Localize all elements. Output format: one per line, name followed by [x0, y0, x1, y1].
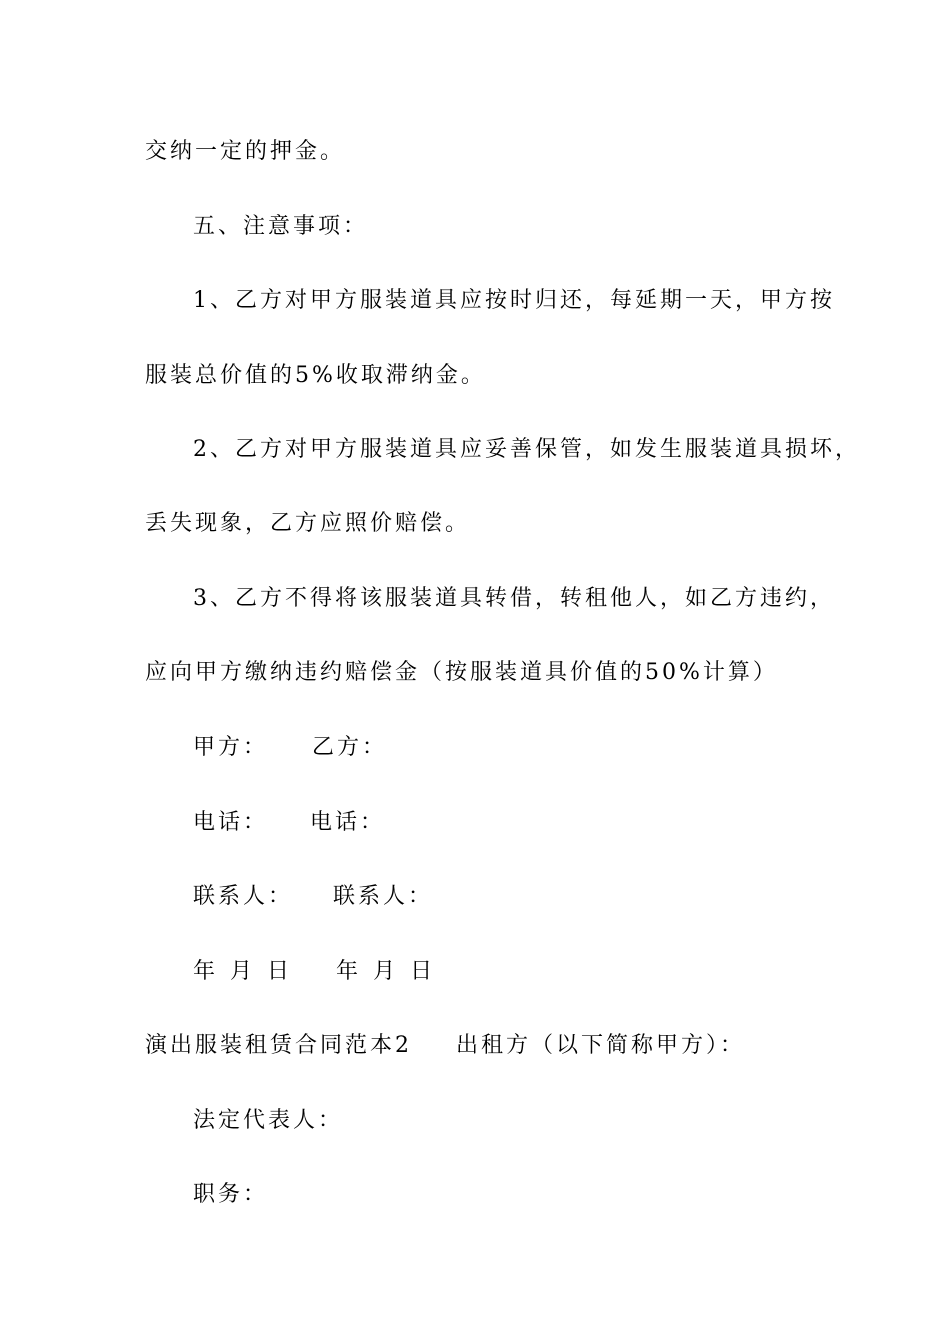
sample-2-heading-row [145, 1031, 745, 1061]
phone-a-label: 电话： [193, 810, 269, 835]
party-a-label: 甲方： [193, 735, 269, 760]
position-label: 职务： [193, 1182, 269, 1207]
paragraph-deposit-end: 交纳一定的押金。 [145, 139, 346, 164]
date-a-day: 日 [267, 959, 293, 984]
clause-3-line-1: 3、乙方不得将该服装道具转借，转租他人，如乙方违约， [193, 586, 835, 611]
signature-contact-row [193, 882, 433, 912]
date-b-month: 月 [373, 959, 399, 984]
clause-2-line-2: 丢失现象，乙方应照价赔偿。 [145, 511, 471, 536]
sample-2-title: 演出服装租赁合同范本2 [145, 1033, 412, 1058]
clause-1-line-1: 1、乙方对甲方服装道具应按时归还，每延期一天，甲方按 [193, 288, 835, 313]
date-b-day: 日 [410, 959, 436, 984]
lessor-label: 出租方（以下简称甲方）： [456, 1033, 746, 1058]
signature-phone-row [193, 808, 385, 838]
clause-1-line-2: 服装总价值的5%收取滞纳金。 [145, 363, 486, 388]
date-a-year: 年 [193, 959, 219, 984]
clause-2-line-1: 2、乙方对甲方服装道具应妥善保管，如发生服装道具损坏， [193, 437, 860, 462]
clause-3-line-2: 应向甲方缴纳违约赔偿金（按服装道具价值的50%计算） [145, 660, 778, 685]
signature-parties-row [193, 733, 387, 763]
signature-date-row [193, 957, 435, 987]
party-b-label: 乙方： [312, 735, 388, 760]
contact-b-label: 联系人： [333, 884, 434, 909]
section-heading-notes: 五、注意事项： [193, 214, 369, 239]
date-a-month: 月 [230, 959, 256, 984]
date-b-year: 年 [336, 959, 362, 984]
contact-a-label: 联系人： [193, 884, 294, 909]
phone-b-label: 电话： [310, 810, 386, 835]
legal-representative-label: 法定代表人： [193, 1108, 344, 1133]
